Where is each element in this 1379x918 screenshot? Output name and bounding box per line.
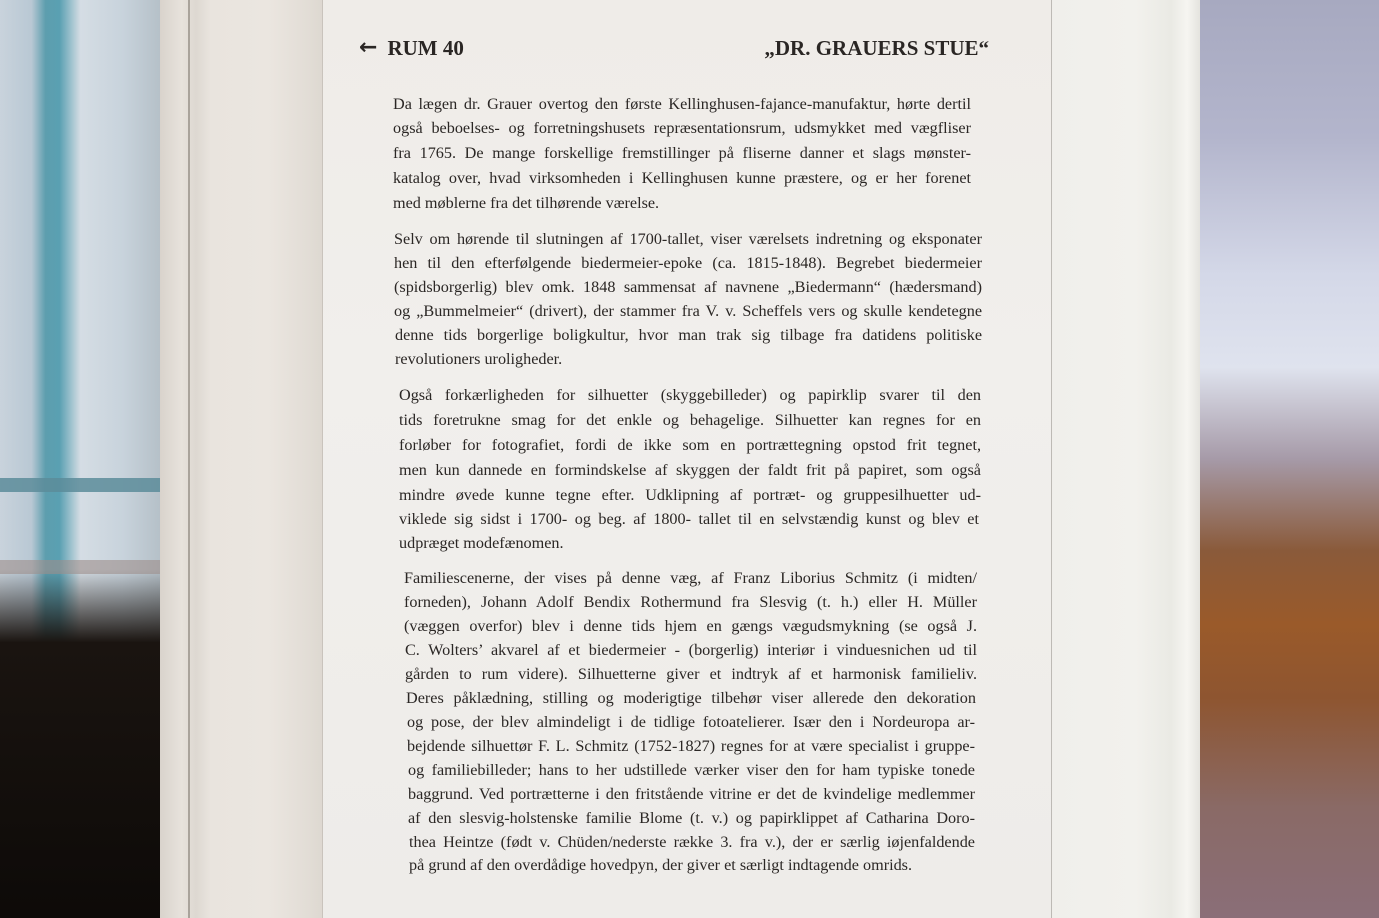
arrow-left-icon: ← xyxy=(359,34,378,60)
text-line: C. Wolters’ akvarel af et biedermeier - (borgerlig) interiør i vinduesnichen ud til xyxy=(405,641,977,659)
text-line: men kun dannede en formindskelse af skyggen der faldt frit på papiret, som også xyxy=(399,461,981,479)
text-line: forløber for fotografiet, fordi de ikke som en portrættegning opstod frit tegnet, xyxy=(399,436,981,454)
text-line: hen til den efterfølgende biedermeier-epoke (ca. 1815-1848). Begrebet biedermeier xyxy=(394,254,982,272)
text-line: mindre øvede kunne tegne efter. Udklipning af portræt- og gruppesilhuetter ud- xyxy=(399,486,981,504)
text-line: Deres påklædning, stilling og moderigtige tilbehør viser allerede den dekoration xyxy=(406,689,976,707)
text-line: (spidsborgerlig) blev omk. 1848 sammensat af navnene „Biedermann“ (hædersmand) xyxy=(394,278,982,296)
text-line: fra 1765. De mange forskellige fremstillinger på fliserne danner et slags mønster- xyxy=(393,144,971,162)
blurred-window-background-right xyxy=(1190,0,1379,918)
text-line: viklede sig sidst i 1700- og beg. af 1800- tallet til en selvstændig kunst og blev et xyxy=(399,510,979,528)
text-line: thea Heintze (født v. Chüden/nederste række 3. fra v.), der er særlig iøjenfaldende xyxy=(409,833,975,851)
text-line: tids foretrukne smag for det enkle og behagelige. Silhuetter kan regnes for en xyxy=(399,411,981,429)
text-line: på grund af den overdådige hovedpyn, der giver et særligt indtagende omrids. xyxy=(409,856,913,874)
museum-placard xyxy=(322,0,1052,918)
window-sill xyxy=(0,478,175,492)
text-line: baggrund. Ved portrætterne i den fritstående vitrine er det de kvindelige medlemmer xyxy=(408,785,975,803)
text-line: med møblerne fra det tilhørende værelse. xyxy=(393,194,660,212)
text-line: af den slesvig-holstenske familie Blome (t. v.) og papirklippet af Catharina Doro- xyxy=(408,809,975,827)
text-line: bejdende silhuettør F. L. Schmitz (1752-1827) regnes for at være specialist i gruppe- xyxy=(407,737,975,755)
room-label xyxy=(359,36,464,61)
text-line: (væggen overfor) blev i denne tids hjem en gængs vægudsmykning (se også J. xyxy=(404,617,977,635)
text-line: og „Bummelmeier“ (drivert), der stammer fra V. v. Scheffels vers og skulle kendetegne xyxy=(394,302,982,320)
text-line: forneden), Johann Adolf Bendix Rothermund fra Slesvig (t. h.) eller H. Müller xyxy=(404,593,977,611)
placard-header xyxy=(359,36,989,66)
text-line: revolutioners uroligheder. xyxy=(395,350,563,368)
text-line: også beboelses- og forretningshusets repræsentationsrum, udsmykket med vægfliser xyxy=(393,119,971,137)
placard-title: „DR. GRAUERS STUE“ xyxy=(764,36,989,60)
text-line: Også forkærligheden for silhuetter (skyggebilleder) og papirklip svarer til den xyxy=(399,386,981,404)
text-line: gården to rum videre). Silhuetterne giver et indtryk af et harmonisk familieliv. xyxy=(405,665,977,683)
text-line: katalog over, hvad virksomheden i Kellinghusen kunne præstere, og er her forenet xyxy=(393,169,971,187)
text-line: udpræget modefænomen. xyxy=(399,534,564,552)
door-frame-right xyxy=(1040,0,1200,918)
room-number: RUM 40 xyxy=(387,36,464,60)
shelf xyxy=(0,560,175,574)
text-line: Selv om hørende til slutningen af 1700-tallet, viser værelsets indretning og eksponater xyxy=(394,230,982,248)
text-line: og familiebilleder; hans to her udstillede værker viser den for ham typiske tonede xyxy=(408,761,975,779)
text-line: Familiescenerne, der vises på denne væg, af Franz Liborius Schmitz (i midten/ xyxy=(404,569,977,587)
frame-groove xyxy=(188,0,190,918)
text-line: Da lægen dr. Grauer overtog den første Kellinghusen-fajance-manufaktur, hørte dertil xyxy=(393,95,971,113)
text-line: og pose, der blev almindeligt i de tidlige fotoatelierer. Især den i Nordeuropa ar- xyxy=(407,713,975,731)
blurred-window-background-left xyxy=(0,0,175,918)
door-frame-left xyxy=(160,0,341,918)
text-line: denne tids borgerlige boligkultur, hvor man trak sig tilbage fra datidens politiske xyxy=(395,326,982,344)
